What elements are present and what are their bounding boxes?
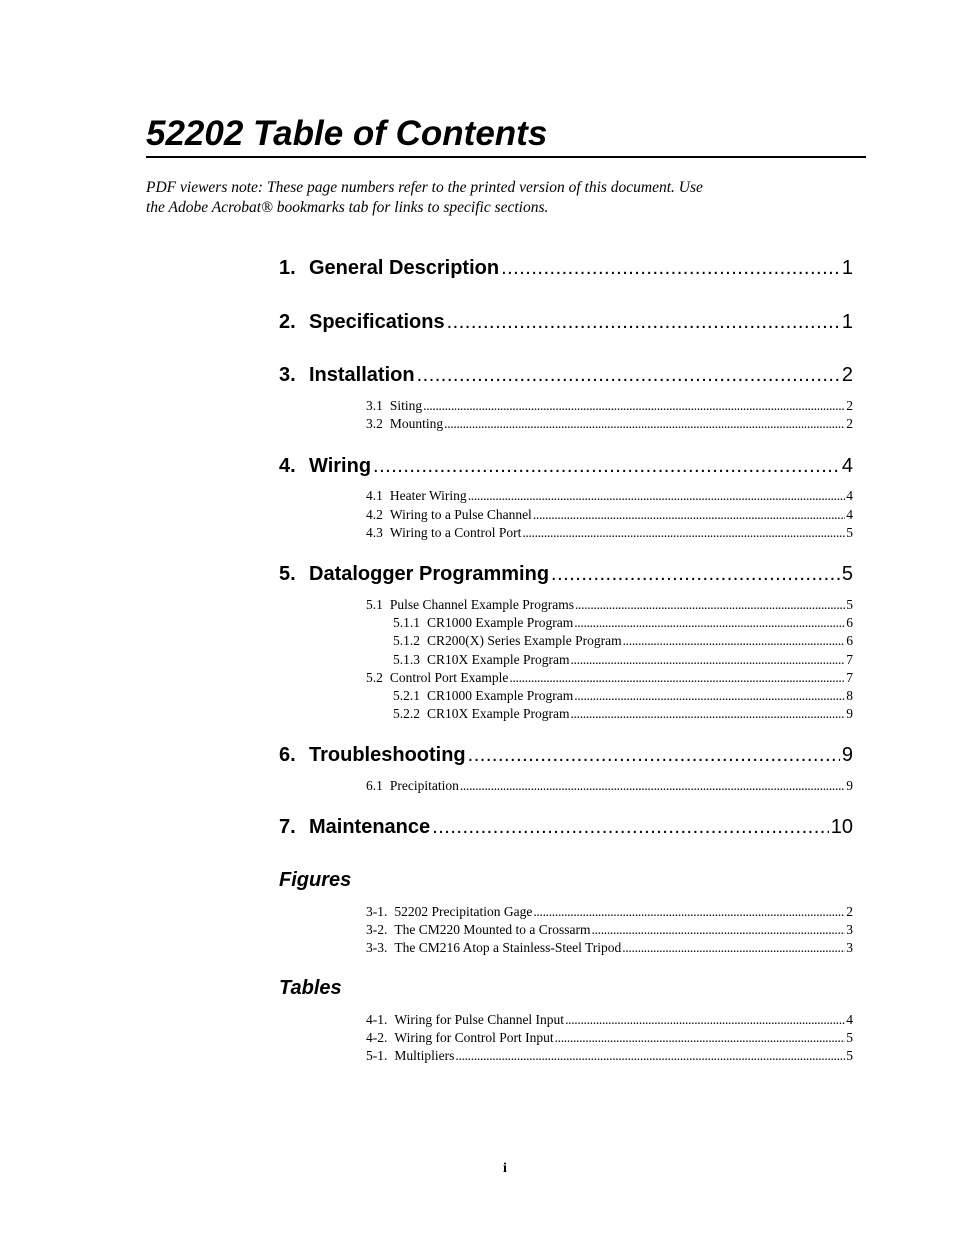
toc-chapter-5[interactable]: 5. Datalogger Programming ..... 5	[279, 560, 853, 588]
dot-leader	[555, 1029, 846, 1047]
dot-leader	[468, 487, 846, 505]
section-title: Siting	[389, 398, 423, 413]
table-title: Multipliers	[394, 1048, 455, 1063]
toc-figure-3-2[interactable]: 3-2. The CM220 Mounted to a Crossarm ..... 3	[366, 921, 853, 939]
page-number: 8	[846, 688, 853, 703]
note-line-1: PDF viewers note: These page numbers refer to the printed version of this document. Use	[146, 179, 703, 196]
page-number: 4	[841, 455, 853, 477]
figure-title: 52202 Precipitation Gage	[394, 904, 533, 919]
toc-chapter-7[interactable]: 7. Maintenance ..... 10	[279, 813, 853, 841]
toc-table-5-1[interactable]: 5-1. Multipliers ..... 5	[366, 1047, 853, 1065]
dot-leader	[455, 1047, 845, 1065]
dot-leader	[570, 651, 845, 669]
dot-leader	[565, 1011, 845, 1029]
section-title: CR10X Example Program	[427, 706, 570, 721]
dot-leader	[432, 813, 829, 841]
page-number: 5	[846, 597, 853, 612]
chapter-title: General Description	[309, 257, 500, 279]
dot-leader	[533, 506, 845, 524]
section-title: Pulse Channel Example Programs	[389, 597, 574, 612]
page-number: 2	[841, 364, 853, 386]
toc-figure-3-3[interactable]: 3-3. The CM216 Atop a Stainless-Steel Tripod ..... 3	[366, 939, 853, 957]
section-title: Mounting	[389, 416, 444, 431]
toc-chapter-1[interactable]: 1. General Description ..... 1	[279, 254, 853, 282]
dot-leader	[417, 361, 840, 389]
page-number: 4	[846, 1012, 853, 1027]
chapter-title: Installation	[309, 364, 415, 386]
footer-page-number: i	[503, 1161, 507, 1176]
dot-leader	[460, 777, 845, 795]
section-title: Heater Wiring	[389, 488, 467, 503]
section-title: CR200(X) Series Example Program	[427, 633, 622, 648]
page-number: 9	[846, 706, 853, 721]
page-number: 9	[846, 778, 853, 793]
chapter-title: Wiring	[309, 455, 372, 477]
page-number: 4	[846, 507, 853, 522]
page-number: 10	[830, 816, 853, 838]
chapter-title: Troubleshooting	[309, 744, 466, 766]
dot-leader	[447, 308, 840, 336]
toc-section-5-2-2[interactable]: 5.2.2 CR10X Example Program ..... 9	[393, 705, 853, 723]
dot-leader	[551, 560, 840, 588]
dot-leader	[622, 939, 845, 957]
dot-leader	[575, 596, 845, 614]
toc-table-4-1[interactable]: 4-1. Wiring for Pulse Channel Input ..... 4	[366, 1011, 853, 1029]
toc-chapter-3[interactable]: 3. Installation ..... 2	[279, 361, 853, 389]
figures-heading: Figures	[279, 869, 352, 891]
chapter-title: Datalogger Programming	[309, 563, 550, 585]
toc-figure-3-1[interactable]: 3-1. 52202 Precipitation Gage ..... 2	[366, 903, 853, 921]
table-title: Wiring for Control Port Input	[394, 1030, 554, 1045]
toc-section-3-1[interactable]: 3.1 Siting ..... 2	[366, 397, 853, 415]
figure-title: The CM216 Atop a Stainless-Steel Tripod	[394, 940, 622, 955]
toc-section-3-2[interactable]: 3.2 Mounting ..... 2	[366, 415, 853, 433]
toc-section-5-2-1[interactable]: 5.2.1 CR1000 Example Program ..... 8	[393, 687, 853, 705]
section-title: Wiring to a Pulse Channel	[389, 507, 532, 522]
page-number: 4	[846, 488, 853, 503]
page-number: 3	[846, 940, 853, 955]
dot-leader	[501, 254, 840, 282]
section-title: CR10X Example Program	[427, 652, 570, 667]
note-line-2: the Adobe Acrobat® bookmarks tab for links to specific sections.	[146, 199, 549, 216]
page-number: 1	[841, 257, 853, 279]
toc-section-4-2[interactable]: 4.2 Wiring to a Pulse Channel ..... 4	[366, 506, 853, 524]
toc-section-6-1[interactable]: 6.1 Precipitation ..... 9	[366, 777, 853, 795]
dot-leader	[570, 705, 845, 723]
toc-section-4-3[interactable]: 4.3 Wiring to a Control Port ..... 5	[366, 524, 853, 542]
dot-leader	[591, 921, 845, 939]
dot-leader	[522, 524, 845, 542]
page-number: 5	[846, 1048, 853, 1063]
page-number: 2	[846, 416, 853, 431]
dot-leader	[373, 452, 840, 480]
toc-section-5-1-1[interactable]: 5.1.1 CR1000 Example Program ..... 6	[393, 614, 853, 632]
section-title: CR1000 Example Program	[427, 615, 574, 630]
toc-chapter-2[interactable]: 2. Specifications ..... 1	[279, 308, 853, 336]
dot-leader	[574, 614, 845, 632]
dot-leader	[623, 632, 846, 650]
toc-table-4-2[interactable]: 4-2. Wiring for Control Port Input ..... 5	[366, 1029, 853, 1047]
section-title: Wiring to a Control Port	[389, 525, 522, 540]
page-number: 7	[846, 670, 853, 685]
page-number: 5	[846, 1030, 853, 1045]
dot-leader	[468, 741, 840, 769]
chapter-title: Specifications	[309, 311, 445, 333]
dot-leader	[574, 687, 845, 705]
page-number: 9	[841, 744, 853, 766]
page-number: 1	[841, 311, 853, 333]
dot-leader	[423, 397, 845, 415]
pdf-viewer-note	[146, 178, 796, 218]
page-number: 6	[846, 633, 853, 648]
page-number: 5	[846, 525, 853, 540]
dot-leader	[444, 415, 845, 433]
page-number: 2	[846, 398, 853, 413]
figure-title: The CM220 Mounted to a Crossarm	[394, 922, 591, 937]
page-number: 2	[846, 904, 853, 919]
toc-section-5-1-2[interactable]: 5.1.2 CR200(X) Series Example Program ..... 6	[393, 632, 853, 650]
toc-chapter-4[interactable]: 4. Wiring ..... 4	[279, 452, 853, 480]
title-rule	[146, 156, 866, 158]
toc-section-4-1[interactable]: 4.1 Heater Wiring ..... 4	[366, 487, 853, 505]
dot-leader	[533, 903, 845, 921]
section-title: CR1000 Example Program	[427, 688, 574, 703]
page-title: 52202 Table of Contents	[146, 114, 548, 153]
toc-section-5-1-3[interactable]: 5.1.3 CR10X Example Program ..... 7	[393, 651, 853, 669]
tables-heading: Tables	[279, 977, 342, 999]
page-number: 5	[841, 563, 853, 585]
section-title: Control Port Example	[389, 670, 509, 685]
toc-chapter-6[interactable]: 6. Troubleshooting ..... 9	[279, 741, 853, 769]
toc-section-5-2[interactable]: 5.2 Control Port Example ..... 7	[366, 669, 853, 687]
chapter-title: Maintenance	[309, 816, 431, 838]
page-number: 6	[846, 615, 853, 630]
page-number: 7	[846, 652, 853, 667]
dot-leader	[509, 669, 845, 687]
toc-section-5-1[interactable]: 5.1 Pulse Channel Example Programs ..... 5	[366, 596, 853, 614]
section-title: Precipitation	[389, 778, 459, 793]
page-number: 3	[846, 922, 853, 937]
table-title: Wiring for Pulse Channel Input	[394, 1012, 565, 1027]
